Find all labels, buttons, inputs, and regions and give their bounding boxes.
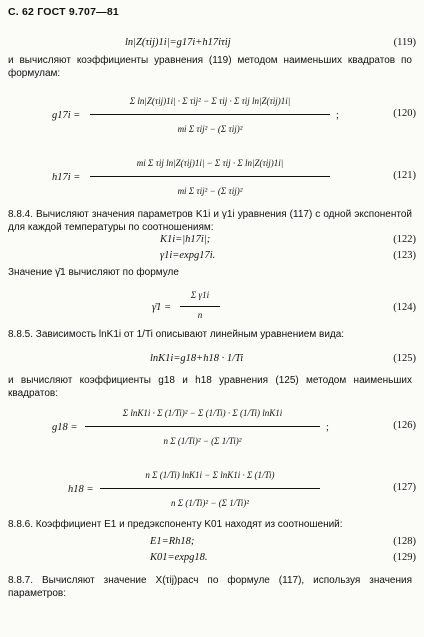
equation-126-numerator: Σ lnK1i · Σ (1/Ti)² − Σ (1/Ti) · Σ (1/Ti) lnK1i: [122, 408, 283, 418]
paragraph-4: 8.8.5. Зависимость lnK1i от 1/Ti описывают линейным уравнением вида:: [8, 329, 345, 340]
equation-number-122: (122): [393, 234, 416, 245]
equation-number-128: (128): [393, 536, 416, 547]
paragraph-3: Значение γ̄1 вычисляют по формуле: [8, 267, 179, 278]
equation-120-lhs: g17i =: [52, 110, 81, 121]
paragraph-1: и вычисляют коэффициенты уравнения (119) методом наименьших квадратов по формулам:: [8, 55, 412, 79]
equation-number-119: (119): [393, 37, 416, 48]
equation-121-numerator: mi Σ τij ln|Z(τij)1i| − Σ τij · Σ ln|Z(τij)1i|: [136, 158, 284, 168]
equation-number-127: (127): [393, 482, 416, 493]
equation-127-fraction-bar: [100, 488, 320, 489]
equation-127-numerator: n Σ (1/Ti) lnK1i − Σ lnK1i · Σ (1/Ti): [145, 470, 275, 480]
equation-119: ln|Z(τij)1i|=g17i+h17iτij: [125, 37, 231, 48]
equation-120-numerator: Σ ln|Z(τij)1i| · Σ τij² − Σ τij · Σ τij ln|Z(τij)1i|: [129, 96, 291, 106]
equation-124-fraction-bar: [180, 306, 220, 307]
equation-120-fraction-bar: [90, 114, 330, 115]
equation-129: K01=expg18.: [150, 552, 208, 563]
equation-number-124: (124): [393, 302, 416, 313]
equation-124-lhs: γ̄1 =: [152, 302, 172, 313]
equation-125: lnK1i=g18+h18 · 1/Ti: [150, 353, 244, 364]
equation-121-denominator: mi Σ τij² − (Σ τij)²: [177, 186, 243, 196]
paragraph-7: 8.8.7. Вычисляют значение X(τij)расч по формуле (117), используя значения параметров:: [8, 575, 412, 599]
equation-128: E1=Rh18;: [150, 536, 195, 547]
equation-124-numerator: Σ γ1i: [190, 290, 210, 300]
equation-121-fraction-bar: [90, 176, 330, 177]
paragraph-6: 8.8.6. Коэффициент E1 и предэкспоненту K01 находят из соотношений:: [8, 519, 343, 530]
equation-124-denominator: n: [197, 310, 203, 320]
page-header: С. 62 ГОСТ 9.707—81: [8, 6, 119, 18]
equation-number-125: (125): [393, 353, 416, 364]
paragraph-2: 8.8.4. Вычисляют значения параметров K1i и γ1i уравнения (117) с одной экспонентой для каждой температуры по соотношениям:: [8, 209, 412, 233]
equation-126-fraction-bar: [85, 426, 320, 427]
equation-126-denominator: n Σ (1/Ti)² − (Σ 1/Ti)²: [163, 436, 242, 446]
equation-121-lhs: h17i =: [52, 172, 81, 183]
equation-120-denominator: mi Σ τij² − (Σ τij)²: [177, 124, 243, 134]
equation-122: K1i=|h17i|;: [160, 234, 211, 245]
equation-126-lhs: g18 =: [52, 422, 78, 433]
equation-123: γ1i=expg17i.: [160, 250, 216, 261]
equation-number-120: (120): [393, 108, 416, 119]
equation-number-123: (123): [393, 250, 416, 261]
equation-number-126: (126): [393, 420, 416, 431]
equation-number-129: (129): [393, 552, 416, 563]
equation-number-121: (121): [393, 170, 416, 181]
equation-127-lhs: h18 =: [68, 484, 94, 495]
paragraph-5: и вычисляют коэффициенты g18 и h18 уравнения (125) методом наименьших квадратов:: [8, 375, 412, 399]
equation-127-denominator: n Σ (1/Ti)² − (Σ 1/Ti)²: [171, 498, 249, 508]
